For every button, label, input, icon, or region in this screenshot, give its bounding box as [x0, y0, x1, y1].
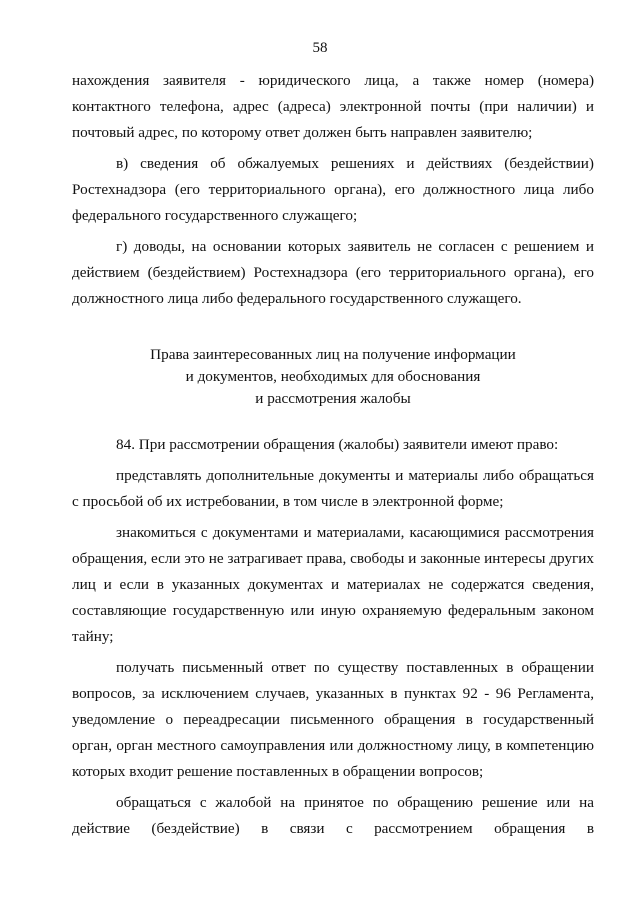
paragraph-right-written-answer: получать письменный ответ по существу поставленных в обращении вопросов, за исключением случаев, указанных в пунктах 92 - 96 Регламента, уведомление о переадресации письменного обращения в государственный орган, орган местного самоуправления или должностному лицу, в компетенцию которых входит решение поставленных в обращении вопросов; [72, 659, 594, 780]
paragraph-item-g: г) доводы, на основании которых заявитель не согласен с решением и действием (бездействием) Ростехнадзора (его территориального органа), его должностного лица либо федерального государственного служащего. [72, 238, 594, 307]
paragraph-continuation: нахождения заявителя - юридического лица, а также номер (номера) контактного телефона, адрес (адреса) электронной почты (при наличии) и почтовый адрес, по которому ответ должен быть направлен заявителю; [72, 72, 594, 141]
paragraph-right-appeal: обращаться с жалобой на принятое по обращению решение или на действие (бездействие) в связи с рассмотрением обращения в [72, 794, 594, 837]
paragraph-right-review-materials: знакомиться с документами и материалами, касающимися рассмотрения обращения, если это не затрагивает права, свободы и законные интересы других лиц и если в указанных документах и материалах не содержатся сведения, составляющие государственную или иную охраняемую федеральным законом тайну; [72, 524, 594, 645]
section-heading-line: и документов, необходимых для обоснования [185, 368, 481, 385]
document-body [72, 68, 594, 842]
section-heading-line: Права заинтересованных лиц на получение информации [150, 346, 516, 363]
page-number: 58 [312, 40, 328, 56]
section-heading [72, 344, 594, 410]
section-heading-line: и рассмотрения жалобы [255, 390, 411, 407]
paragraph-item-v: в) сведения об обжалуемых решениях и действиях (бездействии) Ростехнадзора (его территориального органа), его должностного лица либо федерального государственного служащего; [72, 155, 594, 224]
paragraph-right-submit-documents: представлять дополнительные документы и материалы либо обращаться с просьбой об их истребовании, в том числе в электронной форме; [72, 467, 594, 510]
paragraph-84: 84. При рассмотрении обращения (жалобы) заявители имеют право: [116, 436, 559, 453]
